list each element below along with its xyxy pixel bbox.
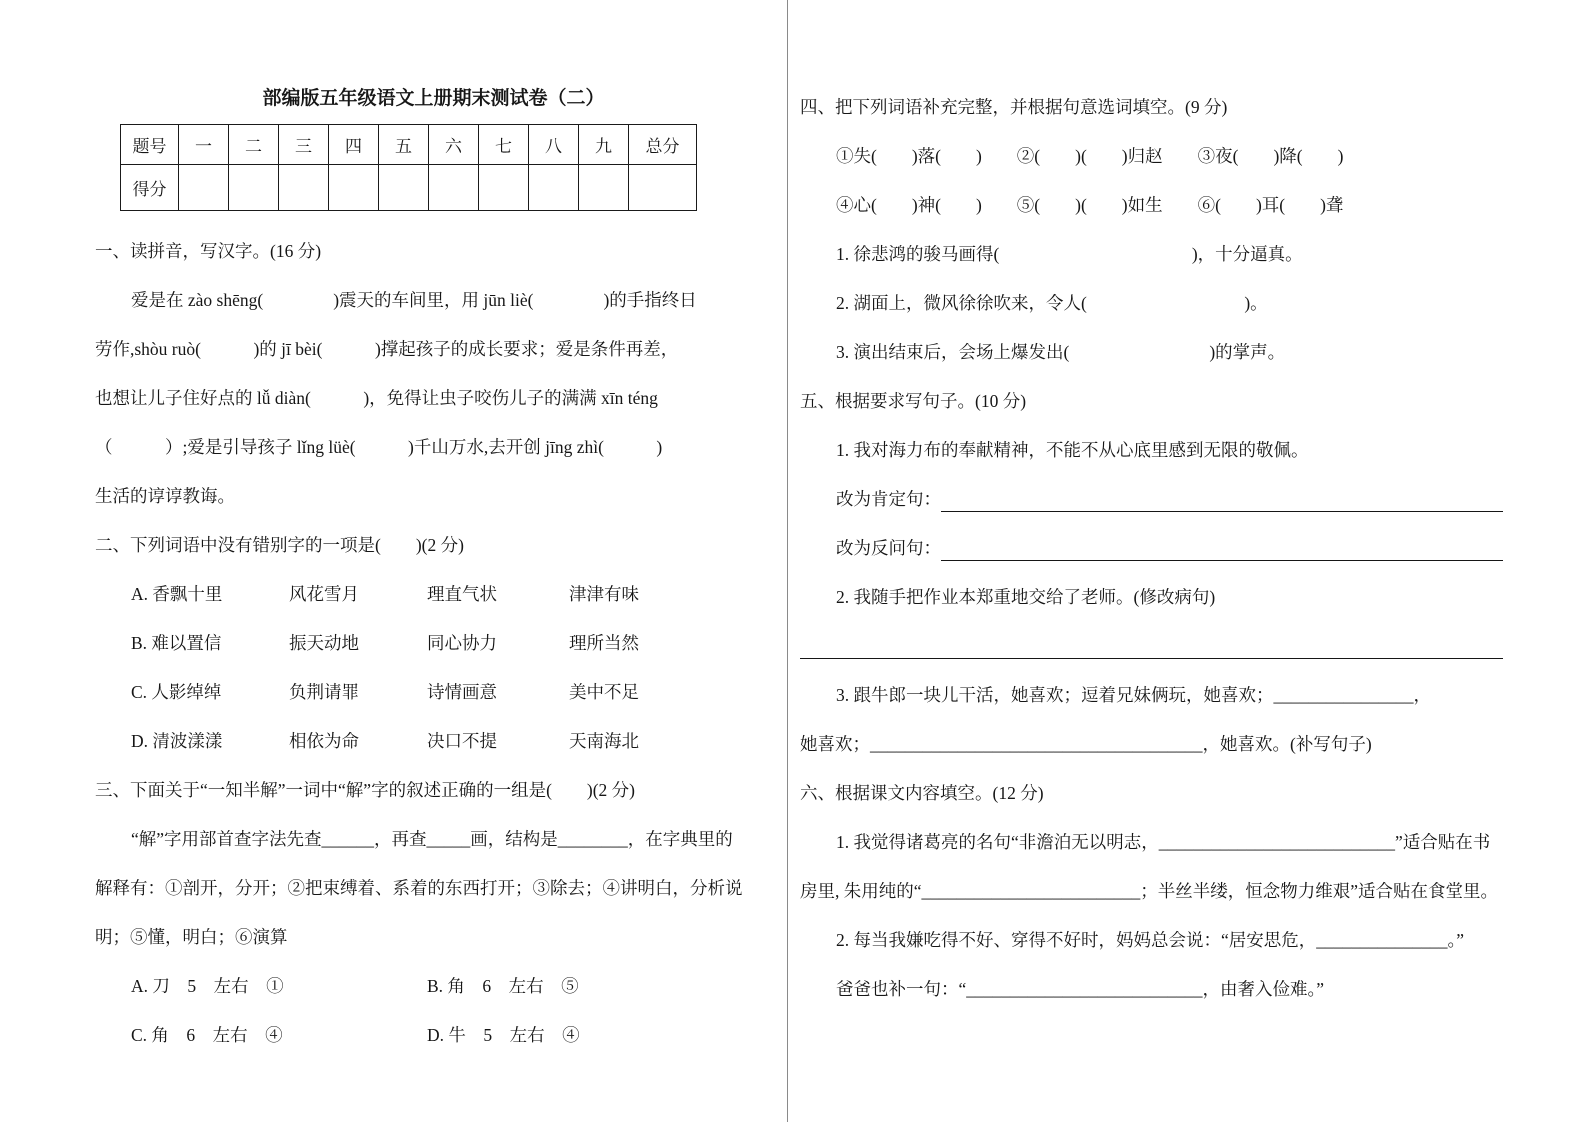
sentence-rewrite-source: 1. 我对海力布的奉献精神，不能不从心底里感到无限的敬佩。 — [836, 440, 1309, 460]
score-table-header-cell: 七 — [479, 125, 529, 165]
choice-cell: D. 牛 5 左右 ④ — [427, 1025, 580, 1045]
choice-cell: 天南海北 — [569, 731, 639, 751]
pinyin-paragraph-line: 也想让儿子住好点的 lǚ diàn( )，免得让虫子咬伤儿子的满满 xīn téng — [95, 388, 658, 408]
question-text-line: “解”字用部首查字法先查______，再查_____画，结构是________，在字典里的 — [131, 829, 733, 849]
choice-row-a — [131, 570, 772, 619]
score-empty-cell — [429, 165, 479, 211]
rewrite-affirmative-label: 改为肯定句： — [836, 489, 941, 509]
choice-cell: 负荆请罪 — [289, 682, 359, 702]
score-table-header-cell: 题号 — [121, 125, 179, 165]
choice-cell: 诗情画意 — [427, 682, 497, 702]
score-table-header-cell: 九 — [579, 125, 629, 165]
score-table-header-cell: 八 — [529, 125, 579, 165]
choice-cell: 振天动地 — [289, 633, 359, 653]
choice-cell: A. 香飘十里 — [131, 584, 223, 604]
answer-rule-line — [800, 622, 1505, 671]
choice-row-d — [131, 717, 772, 766]
choice-cell: 风花雪月 — [289, 584, 359, 604]
section-3-heading: 三、下面关于“一知半解”一词中“解”字的叙述正确的一组是( )(2 分) — [95, 780, 636, 800]
score-empty-cell — [379, 165, 429, 211]
pinyin-paragraph-line: 生活的谆谆教诲。 — [95, 486, 235, 506]
score-empty-cell — [279, 165, 329, 211]
section-2-heading: 二、下列词语中没有错别字的一项是( )(2 分) — [95, 535, 464, 555]
score-table-header-cell: 四 — [329, 125, 379, 165]
rewrite-affirmative-line — [800, 475, 1505, 524]
section-5-heading: 五、根据要求写句子。(10 分) — [800, 391, 1027, 411]
sentence-correction-item: 2. 我随手把作业本郑重地交给了老师。(修改病句) — [836, 587, 1216, 607]
rewrite-rhetorical-label: 改为反问句： — [836, 538, 941, 558]
score-table — [120, 124, 697, 211]
left-column — [95, 84, 772, 1060]
rewrite-rhetorical-line — [800, 524, 1505, 573]
sentence-continuation-line: 3. 跟牛郎一块儿干活，她喜欢；逗着兄妹俩玩，她喜欢；________________， — [836, 685, 1431, 705]
column-divider-line — [787, 0, 788, 1122]
choice-row-ab — [131, 962, 772, 1011]
score-table-header-cell: 三 — [279, 125, 329, 165]
pinyin-paragraph-line: 爱是在 zào shēng( )震天的车间里，用 jūn liè( )的手指终日 — [131, 290, 697, 310]
score-table-score-row — [121, 165, 697, 211]
page-title: 部编版五年级语文上册期末测试卷（二） — [262, 88, 605, 109]
pinyin-paragraph-line: （ ）;爱是引导孩子 lǐng lüè( )千山万水,去开创 jīng zhì( ) — [95, 437, 663, 457]
answer-blank-line — [941, 524, 1505, 573]
choice-row-b — [131, 619, 772, 668]
pinyin-paragraph-line: 劳作,shòu ruò( )的 jī bèi( )撑起孩子的成长要求；爱是条件再差， — [95, 339, 679, 359]
course-fill-line: 房里, 朱用纯的“_________________________；半丝半缕，恒念物力维艰”适合贴在食堂里。 — [800, 881, 1499, 901]
choice-row-cd — [131, 1011, 772, 1060]
fill-sentence-line: 2. 湖面上，微风徐徐吹来，令人( )。 — [836, 293, 1268, 313]
right-column — [800, 83, 1505, 1014]
choice-cell: 同心协力 — [427, 633, 497, 653]
choice-cell: 津津有味 — [569, 584, 639, 604]
score-table-header-cell: 五 — [379, 125, 429, 165]
score-table-header-cell: 总分 — [629, 125, 697, 165]
choice-cell: 美中不足 — [569, 682, 639, 702]
score-empty-cell — [529, 165, 579, 211]
section-6-heading: 六、根据课文内容填空。(12 分) — [800, 783, 1044, 803]
question-text-line: 解释有：①剖开，分开；②把束缚着、系着的东西打开；③除去；④讲明白，分析说 — [95, 878, 743, 898]
course-fill-line: 2. 每当我嫌吃得不好、穿得不好时，妈妈总会说：“居安思危，_______________。” — [836, 930, 1465, 950]
choice-cell: B. 角 6 左右 ⑤ — [427, 976, 579, 996]
score-empty-cell — [629, 165, 697, 211]
choice-row-c — [131, 668, 772, 717]
choice-cell: 理直气状 — [427, 584, 497, 604]
word-completion-line: ①失( )落( ) ②( )( )归赵 ③夜( )降( ) — [836, 146, 1344, 166]
score-table-header-cell: 六 — [429, 125, 479, 165]
fill-sentence-line: 1. 徐悲鸿的骏马画得( )，十分逼真。 — [836, 244, 1303, 264]
score-empty-cell — [479, 165, 529, 211]
choice-cell: A. 刀 5 左右 ① — [131, 976, 284, 996]
choice-cell: 理所当然 — [569, 633, 639, 653]
score-table-header-cell: 二 — [229, 125, 279, 165]
question-text-line: 明；⑤懂，明白；⑥演算 — [95, 927, 288, 947]
score-table-header-row — [121, 125, 697, 165]
course-fill-line: 爸爸也补一句：“___________________________，由奢入俭难。” — [836, 979, 1325, 999]
choice-cell: C. 人影绰绰 — [131, 682, 222, 702]
answer-blank-line — [800, 622, 1505, 671]
course-fill-line: 1. 我觉得诸葛亮的名句“非澹泊无以明志，___________________________”适合贴在书 — [836, 832, 1491, 852]
section-4-heading: 四、把下列词语补充完整，并根据句意选词填空。(9 分) — [800, 97, 1228, 117]
answer-blank-line — [941, 475, 1505, 524]
choice-cell: 相依为命 — [289, 731, 359, 751]
score-empty-cell — [329, 165, 379, 211]
score-empty-cell — [579, 165, 629, 211]
section-1-heading: 一、读拼音，写汉字。(16 分) — [95, 241, 322, 261]
score-empty-cell — [179, 165, 229, 211]
choice-cell: B. 难以置信 — [131, 633, 222, 653]
fill-sentence-line: 3. 演出结束后，会场上爆发出( )的掌声。 — [836, 342, 1286, 362]
choice-cell: 决口不提 — [427, 731, 497, 751]
score-row-label-cell: 得分 — [121, 165, 179, 211]
score-table-header-cell: 一 — [179, 125, 229, 165]
score-empty-cell — [229, 165, 279, 211]
choice-cell: D. 清波漾漾 — [131, 731, 223, 751]
choice-cell: C. 角 6 左右 ④ — [131, 1025, 283, 1045]
sentence-continuation-line: 她喜欢；______________________________________，她喜欢。(补写句子) — [800, 734, 1372, 754]
word-completion-line: ④心( )神( ) ⑤( )( )如生 ⑥( )耳( )聋 — [836, 195, 1344, 215]
